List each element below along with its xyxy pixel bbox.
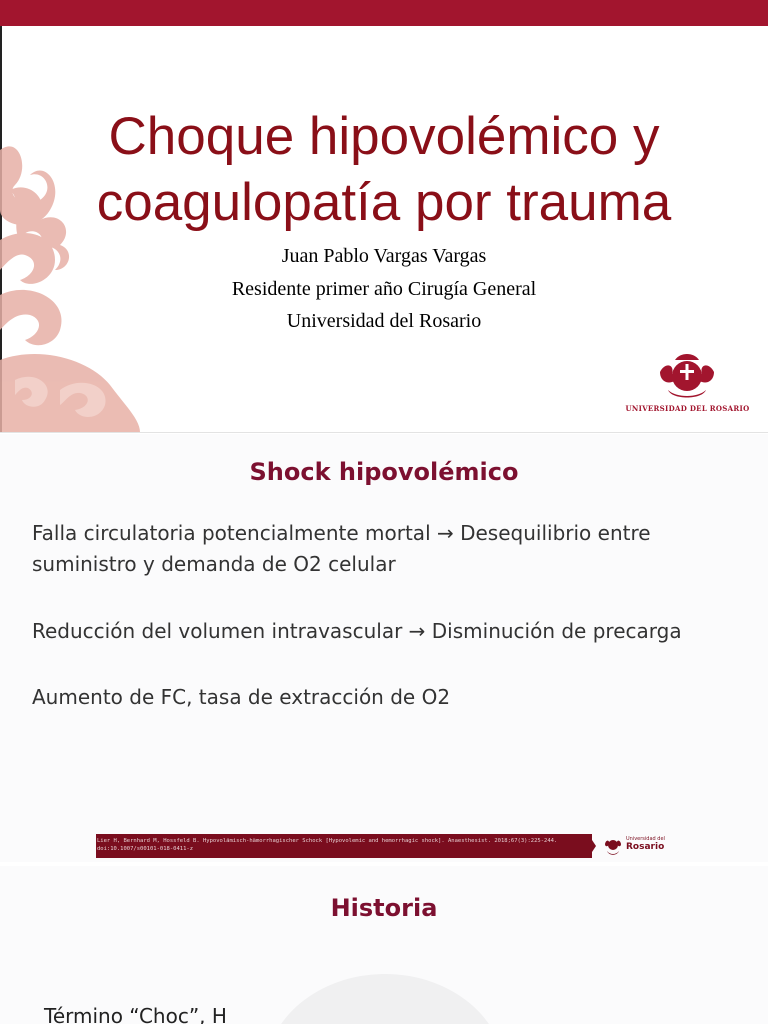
slide-title-line-1: Choque hipovolémico y: [108, 107, 660, 166]
bullet-paragraph-1: [32, 518, 732, 580]
bullet-1-line-2: suministro y demanda de O2 celular: [32, 552, 396, 576]
footer-logo-small: Universidad del: [626, 836, 665, 842]
footer-crest-icon: [603, 836, 623, 858]
reference-bar-arrow: [588, 834, 596, 858]
history-title: Historia: [330, 894, 438, 922]
content-slide: [0, 434, 768, 862]
footer-logo-text: [626, 836, 686, 852]
reference-line-1: Lier H, Bernhard M, Hossfeld B. Hypovolämisch-hämorrhagischer Schock [Hypovolemic and hemorrhagic shock]. Anaesthesist. 2018;67(3):225-244.: [97, 838, 558, 844]
university-logo-text: UNIVERSIDAD DEL ROSARIO: [625, 404, 750, 413]
reference-text: [97, 838, 587, 853]
portrait-placeholder: [265, 974, 505, 1024]
author-institution: Universidad del Rosario: [286, 310, 482, 332]
author-name: Juan Pablo Vargas Vargas: [281, 245, 487, 267]
top-accent-bar: [0, 0, 768, 26]
title-slide: [0, 0, 768, 433]
author-role: Residente primer año Cirugía General: [231, 277, 537, 300]
slide-title: [0, 104, 768, 236]
history-slide: [0, 866, 768, 1024]
bullet-paragraph-2: [32, 616, 732, 647]
bullet-paragraph-3: [32, 682, 732, 713]
bullet-3-line-1: Aumento de FC, tasa de extracción de O2: [32, 685, 451, 709]
reference-line-2: doi:10.1007/s00101-018-0411-z: [97, 845, 194, 852]
footer-logo-big: Rosario: [626, 842, 665, 852]
bullet-1-line-1: Falla circulatoria potencialmente mortal → Desequilibrio entre: [32, 521, 651, 545]
bullet-2-line-1: Reducción del volumen intravascular → Disminución de precarga: [32, 619, 682, 643]
slide-title-line-2: coagulopatía por trauma: [96, 173, 672, 232]
slide-subtitle: [0, 240, 768, 338]
history-text: Término “Choc”, H: [44, 1004, 227, 1024]
section-title: Shock hipovolémico: [249, 458, 519, 486]
